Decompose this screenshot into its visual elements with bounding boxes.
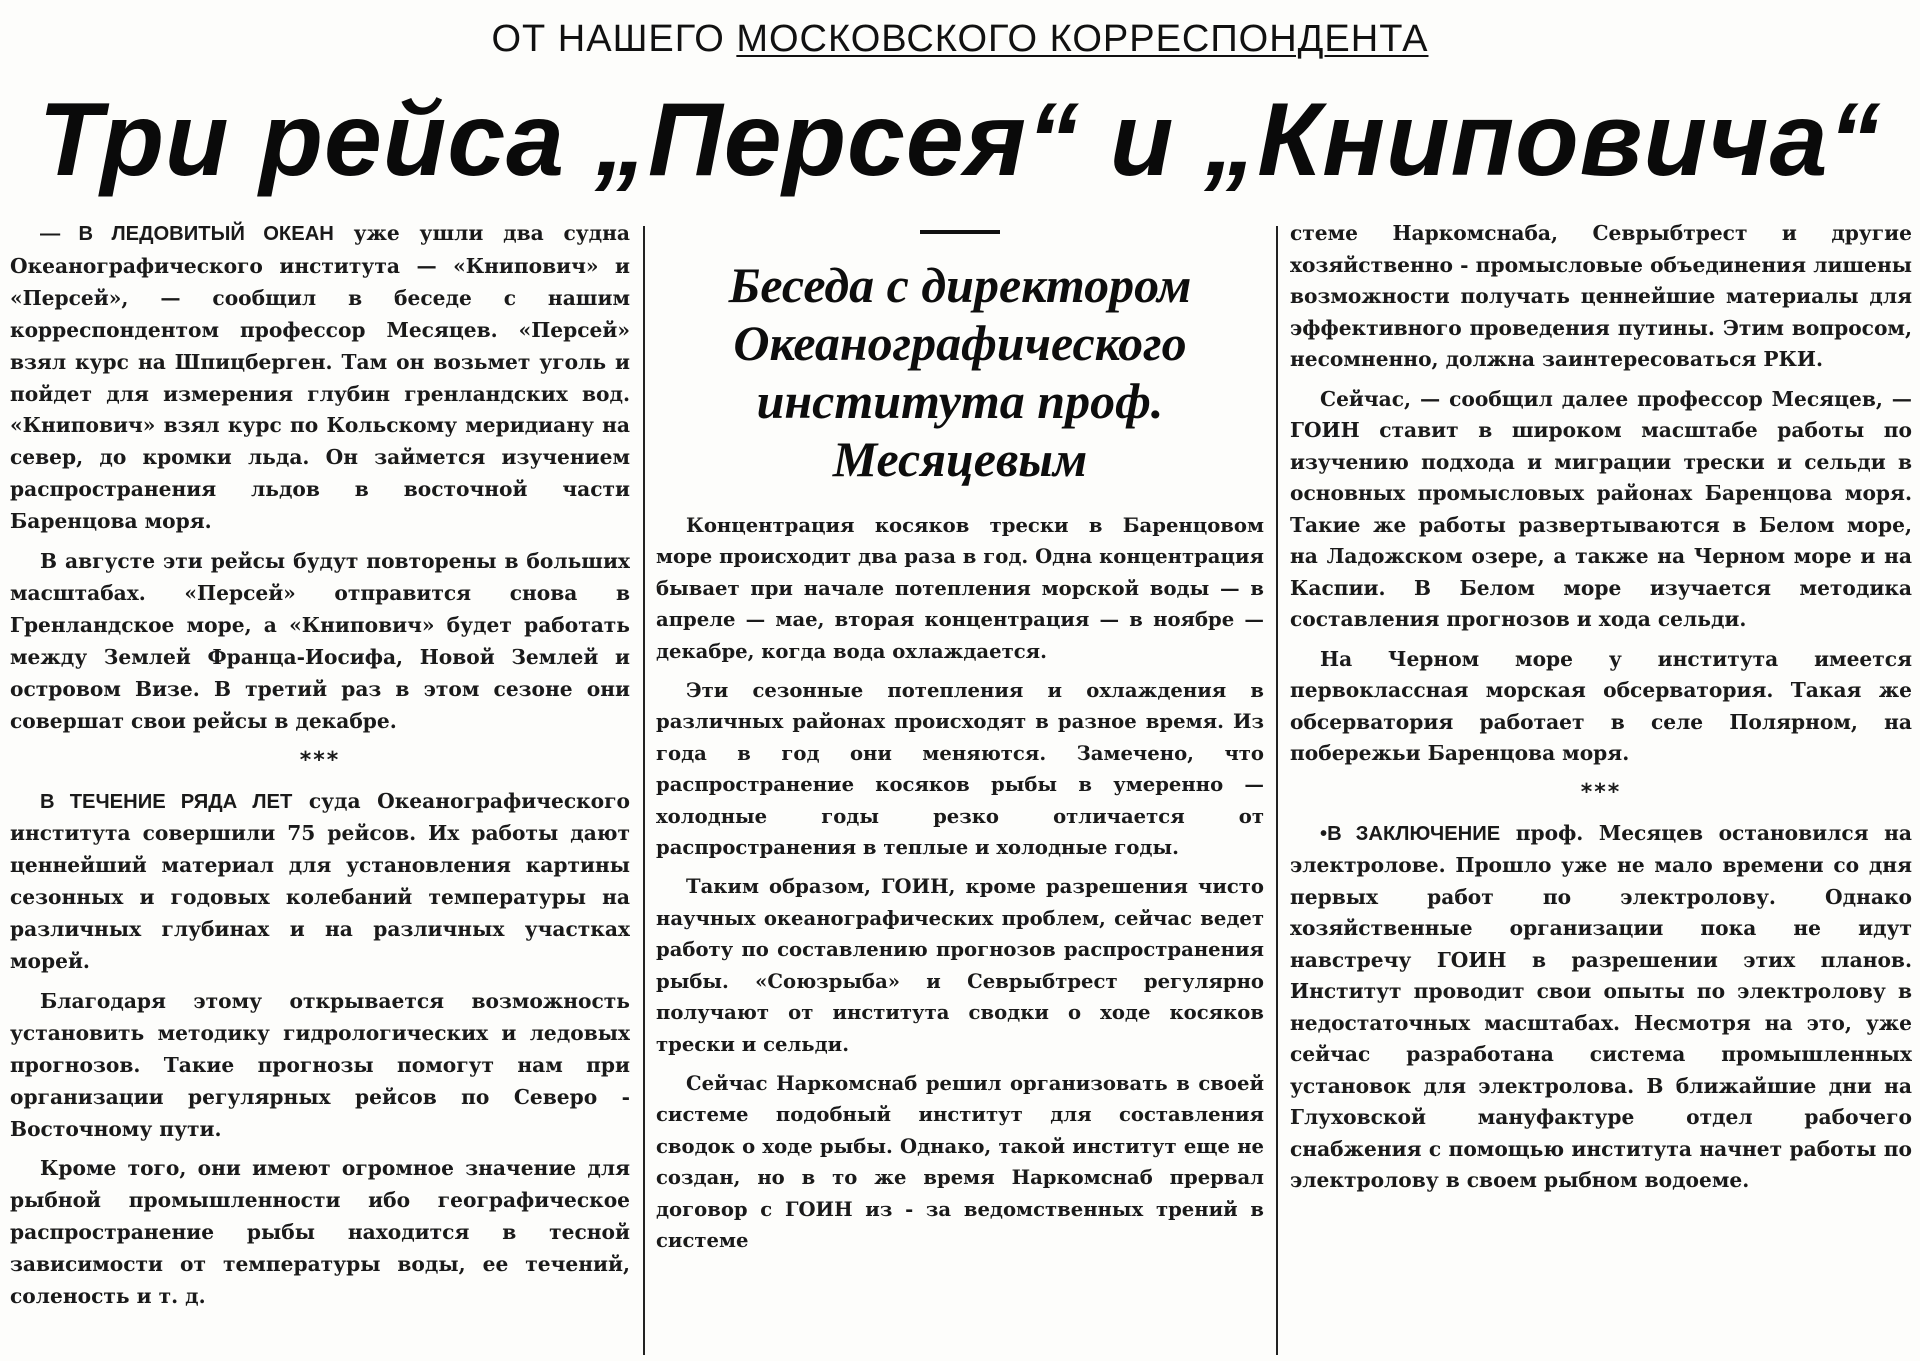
paragraph-text: проф. Месяцев остановился на электролове. Прошло уже не мало времени со дня первых работ по электролову. Однако хозяйственные организации пока не идут навстречу ГОИН в разрешении этих планов. Институт проводит свои опыты по электролову в недостаточных масштабах. Несмотря на это, уже сейчас разработана система промышленных установок для электролова. В ближайшие дни на Глуховской мануфактуре отдел рабочего снабжения с помощью института начнет работы по электролову в своем рыбном водоеме. xyxy=(1290,820,1912,1192)
paragraph: На Черном море у института имеется первоклассная морская обсерватория. Такая же обсерватория работает в селе Полярном, на побережьи Баренцова моря. xyxy=(1290,646,1912,765)
section-separator: *** xyxy=(1580,779,1622,805)
interview-subheading: Беседа с директором Океанографического института проф. Месяцевым xyxy=(728,257,1192,487)
paragraph: стеме Наркомснаба, Севрыбтрест и другие хозяйственно - промысловые объединения лишены возможности получать ценнейшие материалы для эффективного проведения путины. Этим вопросом, несомненно, должна заинтересоваться РКИ. xyxy=(1290,221,1912,371)
paragraph-text: суда Океанографического института совершили 75 рейсов. Их работы дают ценнейший материал для установления картины сезонных и годовых колебаний температуры на различных глубинах и на различных участках морей. xyxy=(10,788,630,974)
subhead-rule xyxy=(920,230,1000,234)
paragraph: В августе эти рейсы будут повторены в больших масштабах. «Персей» отправится снова в Гренландское море, а «Книпович» будет работать между Землей Франца-Иосифа, Новой Землей и островом Визе. В третий раз в этом сезоне они совершат свои рейсы в декабре. xyxy=(10,549,630,733)
right-column xyxy=(1290,218,1912,1357)
paragraph: Таким образом, ГОИН, кроме разрешения чисто научных океанографических проблем, сейчас ведет работу по составлению прогнозов распространения рыбы. «Союзрыба» и Севрыбтрест регулярно получают от института сводки о ходе косяков трески и сельди. xyxy=(656,875,1264,1056)
paragraph-text: уже ушли два судна Океанографического института — «Книпович» и «Персей», — сообщил в беседе с нашим корреспондентом профессор Месяцев. «Персей» взял курс на Шпицберген. Там он возьмет уголь и пойдет для измерения глубин гренландских вод. «Книпович» взял курс по Кольскому меридиану на север, до кромки льда. Он займется изучением распространения льдов в восточной части Баренцова моря. xyxy=(10,221,630,534)
paragraph: Сейчас Наркомснаб решил организовать в своей системе подобный институт для составления сводок о ходе рыбы. Однако, такой институт еще не создан, но в то же время Наркомснаб прервал договор с ГОИН из - за ведомственных трений в системе xyxy=(656,1071,1264,1252)
section-separator: *** xyxy=(299,747,341,773)
paragraph xyxy=(1290,818,1912,1197)
paragraph-lead: — В ЛЕДОВИТЫЙ ОКЕАН xyxy=(40,223,334,245)
article-headline: Три рейса „Персея“ и „Книповича“ xyxy=(38,82,1882,198)
middle-column xyxy=(656,230,1264,1357)
paragraph-lead: В ТЕЧЕНИЕ РЯДА ЛЕТ xyxy=(40,790,293,813)
rubric-part-1: ОТ НАШЕГО xyxy=(491,18,725,60)
paragraph: Сейчас, — сообщил далее профессор Месяцев, — ГОИН ставит в широком масштабе работы по изучению подхода и миграции трески и сельди в основных промысловых районах Баренцова моря. Такие же работы развертываются в Белом море, на Ладожском озере, а также на Черном море и на Каспии. В Белом море изучается методика составления прогнозов и хода сельди. xyxy=(1290,386,1912,631)
section-rubric xyxy=(0,18,1920,61)
paragraph xyxy=(10,218,630,538)
paragraph: Кроме того, они имеют огромное значение для рыбной промышленности ибо географическое распространение рыбы находится в тесной зависимости от температуры воды, ее течений, соленость и т. д. xyxy=(10,1156,630,1309)
paragraph xyxy=(10,786,630,978)
column-divider xyxy=(643,226,645,1355)
paragraph: Благодаря этому открывается возможность установить методику гидрологических и ледовых прогнозов. Такие прогнозы помогут нам при организации регулярных рейсов по Северо - Восточному пути. xyxy=(10,988,630,1141)
paragraph-lead: •В ЗАКЛЮЧЕНИЕ xyxy=(1320,822,1501,845)
paragraph: Концентрация косяков трески в Баренцовом море происходит два раза в год. Одна концентрация бывает при начале потепления морской воды — в апреле — мае, вторая концентрация — в ноябре — декабре, когда вода охлаждается. xyxy=(656,514,1264,663)
column-divider xyxy=(1276,226,1278,1355)
rubric-part-2: МОСКОВСКОГО КОРРЕСПОНДЕНТА xyxy=(736,18,1429,60)
paragraph: Эти сезонные потепления и охлаждения в различных районах происходят в разное время. Из года в год они меняются. Замечено, что распространение косяков рыбы в умеренно — холодные годы резко отличается от распространения в теплые и холодные годы. xyxy=(656,679,1264,860)
left-column xyxy=(10,218,630,1357)
